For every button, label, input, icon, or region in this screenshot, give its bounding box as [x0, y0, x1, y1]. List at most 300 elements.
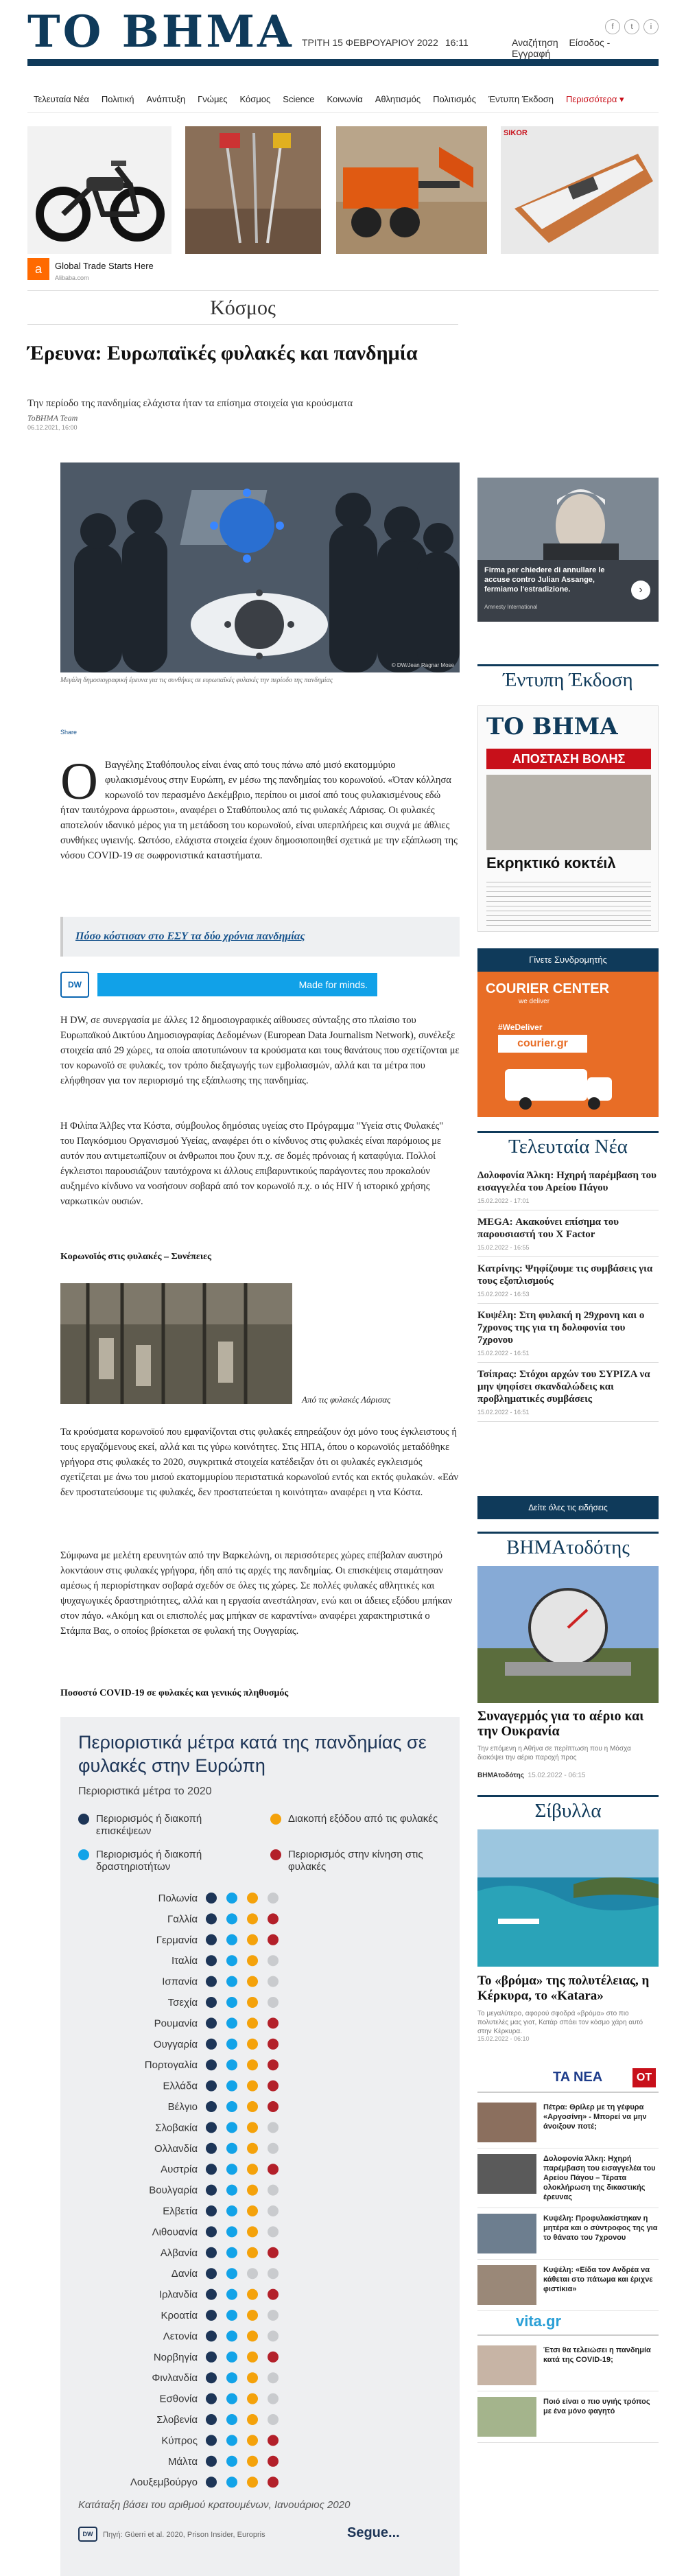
vita-thumb: [477, 2345, 536, 2385]
main-nav: [27, 89, 659, 113]
vita-header: [477, 2308, 659, 2336]
country-label: Ελλάδα: [163, 2080, 198, 2092]
courier-slogan: #WeDeliver: [498, 1022, 543, 1032]
measure-dot: [226, 2226, 237, 2237]
measure-dot: [226, 2039, 237, 2050]
nav-item[interactable]: Έντυπη Έκδοση: [488, 94, 554, 104]
tanea-item-title: Κυψέλη: «Είδα τον Ανδρέα να κάθεται στο πάτωμα και έριχνε φιστίκια»: [543, 2266, 653, 2293]
measure-dot: [247, 2435, 258, 2446]
legend-item: [270, 1849, 442, 1873]
measure-dot: [226, 2185, 237, 2196]
country-label: Εσθονία: [159, 2393, 198, 2405]
tools-graphic: [185, 126, 321, 254]
country-label: Σλοβενία: [156, 2414, 198, 2426]
country-label: Φινλανδία: [152, 2372, 198, 2385]
measure-dot: [226, 1955, 237, 1966]
header-date: [302, 37, 475, 48]
legend-label: Περιορισμός ή διακοπή επισκέψεων: [96, 1813, 202, 1837]
news-item[interactable]: [477, 1363, 659, 1422]
legend-dot: [270, 1814, 281, 1825]
measure-dot: [206, 2372, 217, 2383]
measure-dot: [206, 2122, 217, 2133]
news-title: Τσίπρας: Στόχοι αρχών του ΣΥΡΙΖΑ να μην ψηφίσει σκανδαλώδεις και προβληματικές συμβάσεις: [477, 1369, 650, 1405]
measure-dot: [268, 2164, 279, 2175]
measure-dot: [206, 2101, 217, 2112]
measure-dot: [206, 2081, 217, 2092]
site-header: [27, 0, 659, 74]
news-title: Κατρίνης: Ψηφίζουμε τις συμβάσεις για τους εξοπλισμούς: [477, 1263, 653, 1287]
measure-dot: [247, 2310, 258, 2321]
country-label: Ισπανία: [162, 1976, 198, 1988]
measure-dot: [226, 2330, 237, 2341]
vita-item[interactable]: [477, 2391, 659, 2443]
sikor-label: SIKOR: [504, 129, 528, 137]
nav-item[interactable]: Ανάπτυξη: [146, 94, 186, 104]
tanea-item[interactable]: [477, 2097, 659, 2148]
measure-dot: [268, 1913, 279, 1924]
ebike-graphic: [27, 126, 172, 254]
paragraph-1: [60, 753, 460, 863]
measure-dot: [206, 2352, 217, 2363]
country-label: Βουλγαρία: [149, 2184, 198, 2197]
ad-label[interactable]: Global Trade Starts Here: [55, 261, 154, 271]
ad-source: Alibaba.com: [55, 274, 89, 281]
vima-date: 15.02.2022 - 06:15: [528, 1772, 586, 1779]
nav-item[interactable]: Κοινωνία: [327, 94, 363, 104]
measure-dot: [268, 2393, 279, 2404]
dot-matrix-plot: [60, 1888, 460, 2506]
measure-dot: [206, 2017, 217, 2028]
vita-list: [477, 2340, 659, 2443]
hero-credit: © DW/Jean Ragnar Mose: [391, 662, 454, 668]
hero-illustration: [60, 462, 460, 672]
news-title: Κυψέλη: Στη φυλακή η 29χρονη και ο 7χρονος της για τη δολοφονία του 7χρονου: [477, 1310, 645, 1346]
news-date: 15.02.2022 - 16:51: [477, 1409, 530, 1416]
measure-dot: [247, 2205, 258, 2216]
news-date: 15.02.2022 - 16:51: [477, 1350, 530, 1357]
measure-dot: [268, 2330, 279, 2341]
legend-dot: [78, 1849, 89, 1860]
measure-dot: [206, 2059, 217, 2070]
nav-item[interactable]: Τελευταία Νέα: [34, 94, 89, 104]
measure-dot: [226, 2393, 237, 2404]
article-subtitle: Την περίοδο της πανδημίας ελάχιστα ήταν τα επίσημα στοιχεία για κρούσματα: [27, 398, 353, 409]
country-label: Μάλτα: [167, 2455, 198, 2468]
vima-image[interactable]: [477, 1566, 659, 1703]
news-date: 15.02.2022 - 16:55: [477, 1244, 530, 1251]
measure-dot: [247, 2101, 258, 2112]
sidebar-ad-photo: [477, 478, 659, 560]
measure-dot: [247, 2289, 258, 2300]
measure-dot: [226, 2059, 237, 2070]
measure-dot: [206, 2435, 217, 2446]
measure-dot: [247, 2017, 258, 2028]
measure-dot: [247, 1893, 258, 1904]
measure-dot: [268, 2414, 279, 2425]
tanea-thumb: [477, 2103, 536, 2142]
news-item[interactable]: [477, 1210, 659, 1257]
measure-dot: [247, 2226, 258, 2237]
ad-image-wheelbarrow[interactable]: [336, 126, 487, 254]
all-news-button[interactable]: Δείτε όλες τις ειδήσεις: [477, 1496, 659, 1519]
country-label: Κύπρος: [161, 2435, 198, 2447]
measure-dot: [206, 1997, 217, 2008]
chart-next-button[interactable]: Segue...: [347, 2525, 400, 2540]
latest-news-heading[interactable]: Τελευταία Νέα: [477, 1131, 659, 1158]
country-label: Λιθουανία: [152, 2226, 198, 2238]
measure-dot: [247, 2185, 258, 2196]
ad-strip: [27, 126, 659, 291]
country-label: Αλβανία: [160, 2247, 198, 2259]
country-label: Σλοβακία: [155, 2122, 198, 2134]
measure-dot: [226, 2081, 237, 2092]
print-edition-heading[interactable]: Έντυπη Έκδοση: [477, 664, 659, 692]
vima-article-title[interactable]: Συναγερμός για το αέριο και την Ουκρανία: [477, 1709, 644, 1739]
chevron-right-icon[interactable]: ›: [631, 581, 650, 600]
dw-slogan: Made for minds.: [97, 973, 377, 996]
measure-dot: [268, 2247, 279, 2258]
country-label: Αυστρία: [161, 2164, 198, 2176]
measure-dot: [268, 1955, 279, 1966]
tanea-item-title: Κυψέλη: Προφυλακίστηκαν η μητέρα και ο σύντροφος της για το θάνατο του 7χρονου: [543, 2214, 658, 2242]
chart-source: Πηγή: Güerri et al. 2020, Prison Insider, Europris: [103, 2531, 265, 2539]
hero-image: [60, 462, 460, 672]
wheelbarrow-graphic: [336, 126, 487, 254]
country-label: Ολλανδία: [154, 2142, 198, 2155]
legend-item: [78, 1849, 250, 1873]
country-label: Τσεχία: [167, 1997, 198, 2009]
news-date: 15.02.2022 - 16:53: [477, 1291, 530, 1298]
measure-dot: [206, 2289, 217, 2300]
measure-dot: [206, 2247, 217, 2258]
measure-dot: [206, 2226, 217, 2237]
measure-dot: [206, 2414, 217, 2425]
paragraph-4: Τα κρούσματα κορωνοϊού που εμφανίζονται στις φυλακές επηρεάζουν όχι μόνο τους έγκλειστους ή τους εργαζόμενους εκεί, αλλά και τις γύρω κοινότητες. Στις ΗΠΑ, όπου ο κορωνοϊός μεταδόθηκε γρήγορα στις φυλακές το 2020, συγκριτικά στοιχεία κατέδειξαν ότι οι φυλακές εγκλεισμός σχετίζεται με άνω του μισού εκατομμυρίου περιστατικά κορωνοϊού εντός και εκτός φυλακών. «Εάν δεν προστατεύσουμε τις φυλακές, δεν προστατεύεται η κοινότητα» αναφέρει η ντα Κόστα.: [60, 1427, 459, 1498]
alibaba-icon[interactable]: a: [27, 258, 49, 280]
measure-dot: [268, 2352, 279, 2363]
site-logo[interactable]: ΤΟ ΒΗΜΑ: [27, 6, 294, 58]
measure-dot: [226, 2164, 237, 2175]
measure-dot: [206, 1955, 217, 1966]
print-edition-cover[interactable]: [477, 705, 659, 932]
measure-dot: [268, 2268, 279, 2279]
cover-photo: [486, 775, 651, 850]
measure-dot: [206, 2330, 217, 2341]
news-title: MEGA: Ακακούνει επίσημα του παρουσιαστή του X Factor: [477, 1217, 619, 1240]
measure-dot: [206, 1934, 217, 1945]
chart-title: Περιοριστικά μέτρα κατά της πανδημίας σε φυλακές στην Ευρώπη: [78, 1732, 427, 1776]
measure-dot: [247, 2477, 258, 2487]
country-label: Κροατία: [161, 2310, 198, 2321]
measure-dot: [247, 1913, 258, 1924]
legend-label: Περιορισμός ή διακοπή δραστηριοτήτων: [96, 1849, 202, 1873]
measure-dot: [247, 2143, 258, 2154]
article-title: Έρευνα: Ευρωπαϊκές φυλακές και πανδημία: [27, 342, 418, 364]
news-item[interactable]: [477, 1257, 659, 1304]
country-label: Λουξεμβούργο: [130, 2477, 198, 2489]
legend-item: [270, 1813, 442, 1825]
measure-dot: [226, 2456, 237, 2467]
chart-subtitle: Περιοριστικά μέτρα το 2020: [78, 1785, 212, 1797]
dw-logo: DW: [60, 972, 89, 998]
nav-item[interactable]: Κόσμος: [239, 94, 271, 104]
measure-dot: [206, 2185, 217, 2196]
news-item[interactable]: [477, 1304, 659, 1363]
ad-image-ebike[interactable]: [27, 126, 172, 254]
van-icon: [505, 1062, 622, 1110]
restrictions-chart: [60, 1717, 460, 2576]
measure-dot: [268, 1934, 279, 1945]
measure-dot: [226, 2414, 237, 2425]
measure-dot: [226, 2122, 237, 2133]
measure-dot: [268, 2435, 279, 2446]
cover-headline: ΑΠΟΣΤΑΣΗ ΒΟΛΗΣ: [486, 749, 651, 769]
measure-dot: [247, 2122, 258, 2133]
vita-item-title: Ποιό είναι ο πιο υγιής τρόπος με ένα μόνο φαγητό: [543, 2398, 650, 2415]
nav-item[interactable]: Science: [283, 94, 315, 104]
nav-item[interactable]: Πολιτική: [101, 94, 134, 104]
news-item[interactable]: [477, 1164, 659, 1210]
sivylla-date: 15.02.2022 - 06:10: [477, 2035, 530, 2042]
measure-dot: [226, 2017, 237, 2028]
country-label: Πολωνία: [158, 1893, 198, 1904]
subhead-covid-rate: Ποσοστό COVID-19 σε φυλακές και γενικός πληθυσμός: [60, 1688, 289, 1698]
measure-dot: [247, 2330, 258, 2341]
sidebar-ad-text: Firma per chiedere di annullare le accuse contro Julian Assange, fermiamo l'estradizione.: [484, 566, 605, 594]
tanea-item-title: Δολοφονία Άλκη: Ηχηρή παρέμβαση του εισαγγελέα του Αρείου Πάγου – Τέρατα ολοκλήρωση της δικαστικής έρευνας: [543, 2155, 656, 2201]
country-label: Ιρλανδία: [158, 2288, 198, 2301]
measure-dot: [268, 2017, 279, 2028]
measure-dot: [226, 2205, 237, 2216]
measure-dot: [268, 2310, 279, 2321]
country-label: Ουγγαρία: [153, 2038, 198, 2050]
measure-dot: [247, 2372, 258, 2383]
measure-dot: [247, 2414, 258, 2425]
ot-logo[interactable]: OT: [632, 2068, 656, 2087]
gas-pipe-photo: [477, 1566, 659, 1703]
ad-image-tools[interactable]: [185, 126, 321, 254]
legend-label: Περιορισμός στην κίνηση στις φυλακές: [288, 1849, 423, 1873]
header-links: [512, 37, 659, 59]
measure-dot: [206, 2039, 217, 2050]
measure-dot: [226, 1934, 237, 1945]
measure-dot: [268, 2081, 279, 2092]
measure-dot: [226, 1913, 237, 1924]
measure-dot: [247, 2164, 258, 2175]
tanea-item[interactable]: [477, 2148, 659, 2208]
measure-dot: [206, 1893, 217, 1904]
measure-dot: [206, 2268, 217, 2279]
measure-dot: [226, 2101, 237, 2112]
measure-dot: [247, 2059, 258, 2070]
login-link[interactable]: Είσοδος - Εγγραφή: [512, 37, 611, 59]
measure-dot: [206, 1913, 217, 1924]
measure-dot: [268, 2143, 279, 2154]
hero-caption: Μεγάλη δημοσιογραφική έρευνα για τις συνθήκες σε ευρωπαϊκές φυλακές την περίοδο της πανδημίας: [60, 677, 333, 684]
courier-tag: we deliver: [519, 998, 550, 1005]
vima-meta: [477, 1772, 659, 1779]
measure-dot: [226, 2268, 237, 2279]
vimatodotis-heading[interactable]: ΒΗΜΑτοδότης: [477, 1532, 659, 1559]
measure-dot: [268, 1976, 279, 1987]
article-author[interactable]: ToBHMA Team: [27, 413, 78, 423]
measure-dot: [247, 1955, 258, 1966]
subscribe-button[interactable]: Γίνετε Συνδρομητής: [477, 948, 659, 972]
measure-dot: [206, 2393, 217, 2404]
measure-dot: [206, 2456, 217, 2467]
vima-article-desc: Την επόμενη η Αθήνα σε περίπτωση που η Μόσχα διακόψει την αέριο παροχή προς: [477, 1745, 631, 1761]
legend-item: [78, 1813, 250, 1838]
country-label: Γερμανία: [156, 1934, 198, 1946]
article-date: 06.12.2021, 16:00: [27, 424, 78, 431]
time-text: 16:11: [445, 37, 469, 48]
measure-dot: [268, 2289, 279, 2300]
chart-footnote: Κατάταξη βάσει του αριθμού κρατουμένων, Ιανουάριος 2020: [78, 2499, 351, 2511]
prison-image: [60, 1283, 292, 1404]
legend-label: Διακοπή εξόδου από τις φυλακές: [288, 1813, 438, 1825]
coast-photo: [477, 1829, 659, 1967]
measure-dot: [247, 2352, 258, 2363]
sidebar-ad-source: Amnesty International: [484, 604, 538, 610]
nav-item[interactable]: Γνώμες: [198, 94, 228, 104]
tanea-list: [477, 2097, 659, 2311]
measure-dot: [247, 2247, 258, 2258]
measure-dot: [226, 2477, 237, 2487]
measure-dot: [247, 1976, 258, 1987]
measure-dot: [247, 2039, 258, 2050]
tanea-thumb: [477, 2154, 536, 2194]
measure-dot: [268, 2205, 279, 2216]
measure-dot: [226, 2289, 237, 2300]
ad-image-boat[interactable]: [501, 126, 659, 254]
paragraph-1-text: Βαγγέλης Σταθόπουλος είναι ένας από τους πάνω από μισό εκατομμύριο φυλακισμένους στην Ευρώπη, εν μέσω της πανδημίας του κορωνοϊού. «Όταν κόλλησα κορωνοϊό τον περασμένο Δεκέμβριο, περίπου οι μισοί από τους φυλακισμένους εδώ ήταν ταυτόχρονα άρρωστοι», αναφέρει ο Σταθόπουλος από τις φυλακές Λάρισας. Οι φυλακές αποτελούν ιδανικό μέρος για τη μετάδοση του κορωνοϊού, είναι υπερπλήρεις και συχνά με άθλιες συνθήκες υγιεινής. Ωστόσο, ελάχιστα στοιχεία έχουν δημοσιοποιηθεί σχετικά με την εξάπλωση της νόσου COVID-19 σε σωφρονιστικά καταστήματα.: [60, 760, 458, 861]
measure-dot: [247, 2456, 258, 2467]
measure-dot: [268, 2185, 279, 2196]
vita-item[interactable]: [477, 2340, 659, 2391]
nav-more[interactable]: Περισσότερα ▾: [565, 94, 624, 104]
measure-dot: [268, 1893, 279, 1904]
measure-dot: [206, 2164, 217, 2175]
measure-dot: [206, 2310, 217, 2321]
dw-banner[interactable]: [60, 972, 377, 998]
prison-photo: [60, 1283, 292, 1404]
measure-dot: [226, 1893, 237, 1904]
dropcap: Ο: [60, 753, 98, 810]
measure-dot: [268, 2059, 279, 2070]
tanea-thumb: [477, 2265, 536, 2305]
country-label: Βέλγιο: [167, 2101, 198, 2113]
measure-dot: [226, 2352, 237, 2363]
tanea-header: [477, 2065, 659, 2093]
measure-dot: [268, 2101, 279, 2112]
search-link[interactable]: Αναζήτηση: [512, 37, 558, 48]
facebook-icon[interactable]: f: [605, 19, 620, 34]
measure-dot: [268, 2456, 279, 2467]
subhead-consequences: Κορωνοϊός στις φυλακές – Συνέπειες: [60, 1252, 212, 1262]
measure-dot: [247, 2393, 258, 2404]
measure-dot: [268, 1997, 279, 2008]
country-label: Δανία: [171, 2268, 198, 2280]
country-label: Νορβηγία: [153, 2351, 198, 2363]
chart-dw-logo: DW: [78, 2527, 97, 2542]
measure-dot: [247, 2081, 258, 2092]
measure-dot: [206, 2143, 217, 2154]
boat-graphic: [501, 126, 659, 254]
legend-dot: [270, 1849, 281, 1860]
nav-item[interactable]: Αθλητισμός: [375, 94, 421, 104]
measure-dot: [268, 2477, 279, 2487]
vima-meta-label: ΒΗΜΑτοδότης: [477, 1772, 524, 1779]
sivylla-article-title[interactable]: Το «βρόμα» της πολυτέλειας, η Κέρκυρα, το «Katara»: [477, 1974, 650, 2003]
nav-item[interactable]: Πολιτισμός: [433, 94, 476, 104]
measure-dot: [247, 2268, 258, 2279]
header-bar: [27, 59, 659, 66]
section-title[interactable]: Κόσμος: [27, 296, 458, 325]
sivylla-article-desc: Το μεγαλύτερο, αφορού σφοδρά «βρόμα» στο πιο πολυτελές μας γιοτ, Κατάρ σπάει τον κόσμο χάρη αυτό στην Κέρκυρα.: [477, 2010, 643, 2035]
country-label: Ιταλία: [171, 1955, 198, 1967]
country-label: Λετονία: [163, 2330, 198, 2343]
share-link[interactable]: Share: [60, 729, 78, 736]
measure-dot: [268, 2039, 279, 2050]
measure-dot: [268, 2226, 279, 2237]
measure-dot: [206, 2205, 217, 2216]
legend-dot: [78, 1814, 89, 1825]
twitter-icon[interactable]: t: [624, 19, 639, 34]
measure-dot: [268, 2122, 279, 2133]
measure-dot: [226, 2143, 237, 2154]
measure-dot: [226, 2372, 237, 2383]
tanea-item[interactable]: [477, 2208, 659, 2260]
prison-image-caption: Από τις φυλακές Λάρισας: [302, 1394, 391, 1405]
latest-news-list: [477, 1164, 659, 1422]
vita-thumb: [477, 2397, 536, 2437]
courier-url: courier.gr: [498, 1035, 587, 1053]
sivylla-heading[interactable]: Σίβυλλα: [477, 1795, 659, 1823]
measure-dot: [247, 1997, 258, 2008]
country-label: Πορτογαλία: [144, 2059, 198, 2072]
measure-dot: [226, 2435, 237, 2446]
measure-dot: [226, 2247, 237, 2258]
social-icons: [605, 19, 659, 34]
cover-text-lines: [486, 878, 651, 926]
measure-dot: [268, 2372, 279, 2383]
sidebar-ad[interactable]: [477, 478, 659, 622]
tanea-logo[interactable]: TA NEA: [553, 2070, 603, 2085]
measure-dot: [226, 1997, 237, 2008]
tanea-item[interactable]: [477, 2260, 659, 2311]
country-label: Ρουμανία: [154, 2017, 198, 2030]
paragraph-2: Η DW, σε συνεργασία με άλλες 12 δημοσιογραφικές αίθουσες σύνταξης στο πλαίσιο του Ευρωπαϊκού Δικτύου Δημοσιογραφίας Δεδομένων (European Data Journalism Network), συνέλεξε στοιχεία από 29 χώρες, τα οποία αποτυπώνουν τα κρούσματα και τους θανάτους που σχετίζονται με τον κορωνοϊό σε φυλακές, τον τρόπο διεξαγωγής των εμβολιασμών, αλλά και τα μέτρα που ελήφθησαν για τον περιορισμό της εξάπλωσης της πανδημίας.: [60, 1015, 460, 1086]
courier-ad[interactable]: [477, 948, 659, 1117]
measure-dot: [226, 2310, 237, 2321]
measure-dot: [226, 1976, 237, 1987]
paragraph-5: Σύμφωνα με μελέτη ερευνητών από την Βαρκελώνη, οι περισσότερες χώρες επέβαλαν αυστηρό λοκντάουν στις φυλακές γρήγορα, ήδη από τις αρχές της πανδημίας. Οι επισκέψεις σταμάτησαν αμέσως ή περιορίστηκαν σοβαρά σχεδόν σε όλες τις χώρες. Σε πολλές φυλακές αθλητικές και ψυχαγωγικές δραστηριότητες, αλλά και η εργασία ανεστάλησαν, ενώ και οι άδειες εξόδου μπήκαν στον πάγο. «Ακόμη και οι επισπολές μας μπήκαν σε καραντίνα» αναφέρει χαρακτηριστικά ο Στάμπα Βας, ο οποίος βρίσκεται σε φυλακή της Ουγγαρίας.: [60, 1550, 453, 1637]
news-title: Δολοφονία Άλκη: Ηχηρή παρέμβαση του εισαγγελέα του Αρείου Πάγου: [477, 1170, 657, 1193]
vita-logo[interactable]: vita.gr: [516, 2312, 562, 2330]
instagram-icon[interactable]: i: [643, 19, 659, 34]
tanea-thumb: [477, 2214, 536, 2253]
measure-dot: [247, 1934, 258, 1945]
vita-item-title: Έτσι θα τελειώσει η πανδημία κατά της COVID-19;: [543, 2346, 651, 2364]
courier-name: COURIER CENTER: [486, 981, 610, 996]
news-date: 15.02.2022 - 17:01: [477, 1197, 530, 1204]
tanea-item-title: Πέτρα: Θρίλερ με τη γέφυρα «Αργοσίνη» - Μπορεί να μην άνοιξουν ποτέ;: [543, 2103, 647, 2131]
related-article-link[interactable]: Πόσο κόστισαν στο ΕΣΥ τα δύο χρόνια πανδημίας: [60, 917, 460, 957]
cover-logo: ΤΟ ΒΗΜΑ: [486, 713, 618, 740]
country-label: Ελβετία: [163, 2205, 198, 2217]
paragraph-3: Η Φιλίπα Άλβες ντα Κόστα, σύμβουλος δημόσιας υγείας στο Πρόγραμμα "Υγεία στις Φυλακές" του Παγκόσμιου Οργανισμού Υγείας, αναφέρει ότι ο κίνδυνος στις φυλακές είναι παρόμοιος με αυτόν που αντιμετωπίζουν οι άνθρωποι που ζουν π.χ. σε δομές πρόνοιας ή καταφύγια. Πολλοί έγκλειστοι παρουσιάζουν ταυτόχρονα κι άλλους επιβαρυντικούς παράγοντες που προκαλούν αυξημένο κίνδυνο να νοσήσουν σοβαρά από τον κορωνοϊό π.χ. ο ιός HIV ή ιστορικό χρήσης ναρκωτικών ουσιών.: [60, 1121, 444, 1207]
sivylla-image[interactable]: [477, 1829, 659, 1967]
